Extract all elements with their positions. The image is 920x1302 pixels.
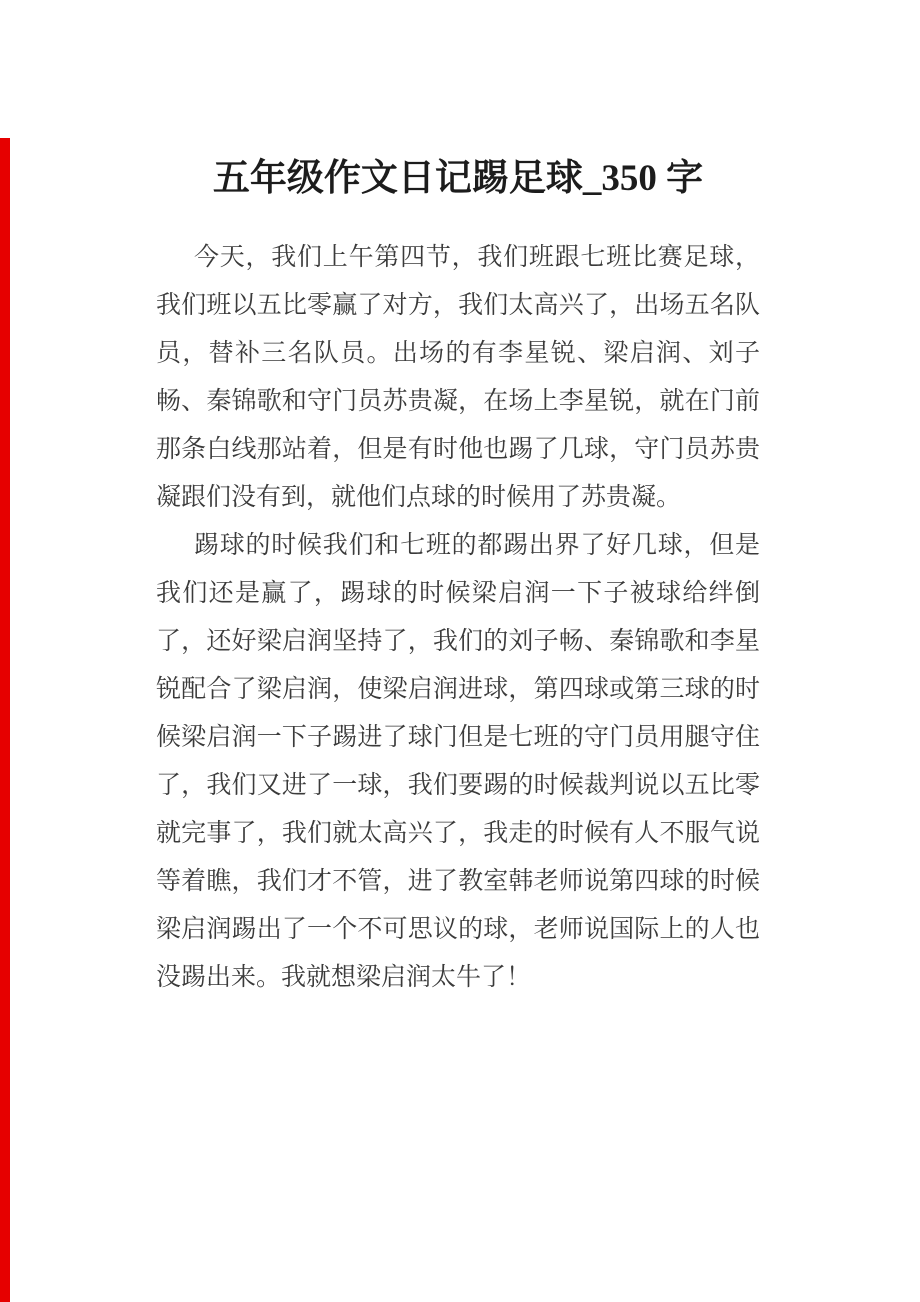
essay-paragraph: 今天，我们上午第四节，我们班跟七班比赛足球，我们班以五比零赢了对方，我们太高兴了，出场五名队员，替补三名队员。出场的有李星锐、梁启润、刘子畅、秦锦歌和守门员苏贵凝，在场上李星锐，就在门前那条白线那站着，但是有时他也踢了几球，守门员苏贵凝跟们没有到，就他们点球的时候用了苏贵凝。 [156,244,760,511]
essay-paragraph: 踢球的时候我们和七班的都踢出界了好几球，但是我们还是赢了，踢球的时候梁启润一下子被球给绊倒了，还好梁启润坚持了，我们的刘子畅、秦锦歌和李星锐配合了梁启润，使梁启润进球，第四球或第三球的时候梁启润一下子踢进了球门但是七班的守门员用腿守住了，我们又进了一球，我们要踢的时候裁判说以五比零就完事了，我们就太高兴了，我走的时候有人不服气说等着瞧，我们才不管，进了教室韩老师说第四球的时候梁启润踢出了一个不可思议的球，老师说国际上的人也没踢出来。我就想梁启润太牛了！ [156,532,760,991]
document-body [156,234,760,1002]
document-title: 五年级作文日记踢足球_350 字 [212,157,704,199]
red-margin-bar [0,138,10,1302]
